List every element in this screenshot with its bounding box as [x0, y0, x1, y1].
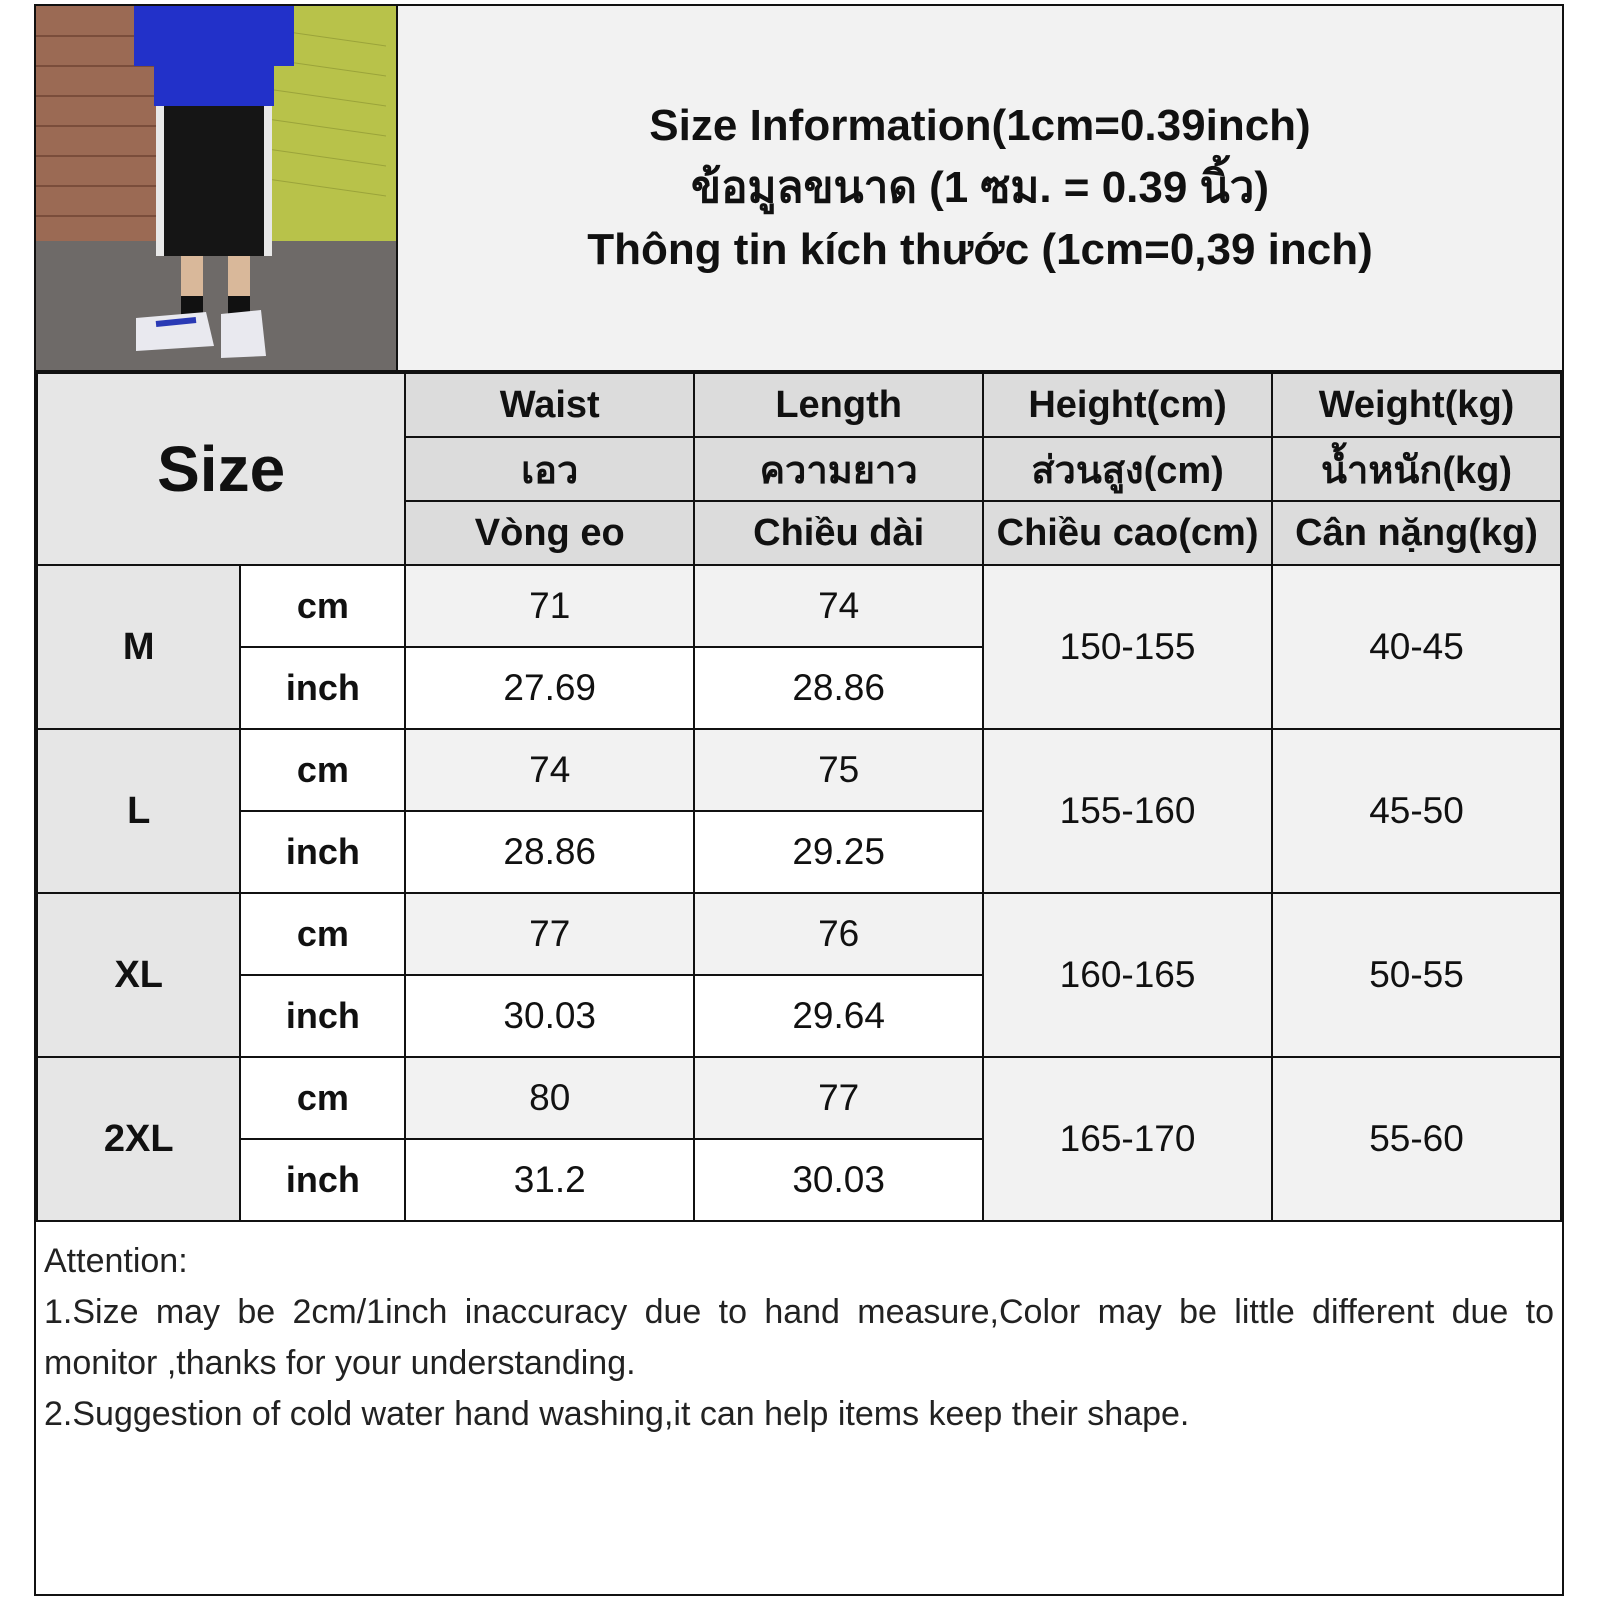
length-cm: 77	[694, 1057, 983, 1139]
length-cm: 74	[694, 565, 983, 647]
weight-range: 45-50	[1272, 729, 1561, 893]
length-cm: 75	[694, 729, 983, 811]
size-header: Size	[37, 373, 405, 565]
unit-label: cm	[240, 729, 405, 811]
unit-label: cm	[240, 565, 405, 647]
column-header-weight-vi: Cân nặng(kg)	[1272, 501, 1561, 565]
weight-range: 55-60	[1272, 1057, 1561, 1221]
waist-inch: 28.86	[405, 811, 694, 893]
waist-inch: 30.03	[405, 975, 694, 1057]
column-header-length-vi: Chiều dài	[694, 501, 983, 565]
weight-range: 40-45	[1272, 565, 1561, 729]
title-box	[398, 6, 1562, 372]
column-header-height-th: ส่วนสูง(cm)	[983, 437, 1272, 501]
size-label: L	[37, 729, 240, 893]
height-range: 165-170	[983, 1057, 1272, 1221]
waist-inch: 27.69	[405, 647, 694, 729]
length-inch: 28.86	[694, 647, 983, 729]
column-header-length-th: ความยาว	[694, 437, 983, 501]
unit-label: inch	[240, 975, 405, 1057]
size-label: M	[37, 565, 240, 729]
waist-cm: 80	[405, 1057, 694, 1139]
column-header-weight: Weight(kg)	[1272, 373, 1561, 437]
waist-inch: 31.2	[405, 1139, 694, 1221]
column-header-length: Length	[694, 373, 983, 437]
product-photo	[36, 6, 398, 372]
unit-label: inch	[240, 811, 405, 893]
length-inch: 30.03	[694, 1139, 983, 1221]
waist-cm: 74	[405, 729, 694, 811]
column-header-weight-th: น้ำหนัก(kg)	[1272, 437, 1561, 501]
table-row	[37, 565, 1561, 647]
column-header-height-vi: Chiều cao(cm)	[983, 501, 1272, 565]
table-row	[37, 729, 1561, 811]
size-label: XL	[37, 893, 240, 1057]
table-row	[37, 1057, 1561, 1139]
title-english: Size Information(1cm=0.39inch)	[649, 101, 1311, 150]
attention-item-1: 1.Size may be 2cm/1inch inaccuracy due to hand measure,Color may be little different due to monitor ,thanks for your understanding.	[44, 1293, 1554, 1382]
length-inch: 29.64	[694, 975, 983, 1057]
length-cm: 76	[694, 893, 983, 975]
length-inch: 29.25	[694, 811, 983, 893]
table-row	[37, 893, 1561, 975]
waist-cm: 77	[405, 893, 694, 975]
attention-item-2: 2.Suggestion of cold water hand washing,it can help items keep their shape.	[44, 1395, 1190, 1433]
title-vietnamese: Thông tin kích thước (1cm=0,39 inch)	[587, 225, 1373, 274]
size-chart	[34, 4, 1564, 1596]
title-thai: ข้อมูลขนาด (1 ซม. = 0.39 นิ้ว)	[690, 163, 1269, 212]
attention-notes	[36, 1234, 1562, 1442]
unit-label: inch	[240, 1139, 405, 1221]
product-photo-image	[36, 6, 396, 370]
height-range: 150-155	[983, 565, 1272, 729]
unit-label: cm	[240, 1057, 405, 1139]
unit-label: inch	[240, 647, 405, 729]
weight-range: 50-55	[1272, 893, 1561, 1057]
height-range: 160-165	[983, 893, 1272, 1057]
size-label: 2XL	[37, 1057, 240, 1221]
unit-label: cm	[240, 893, 405, 975]
column-header-height: Height(cm)	[983, 373, 1272, 437]
height-range: 155-160	[983, 729, 1272, 893]
column-header-waist: Waist	[405, 373, 694, 437]
waist-cm: 71	[405, 565, 694, 647]
attention-heading: Attention:	[44, 1242, 188, 1280]
header-row-english	[37, 373, 1561, 437]
column-header-waist-vi: Vòng eo	[405, 501, 694, 565]
size-table	[36, 372, 1562, 1222]
column-header-waist-th: เอว	[405, 437, 694, 501]
